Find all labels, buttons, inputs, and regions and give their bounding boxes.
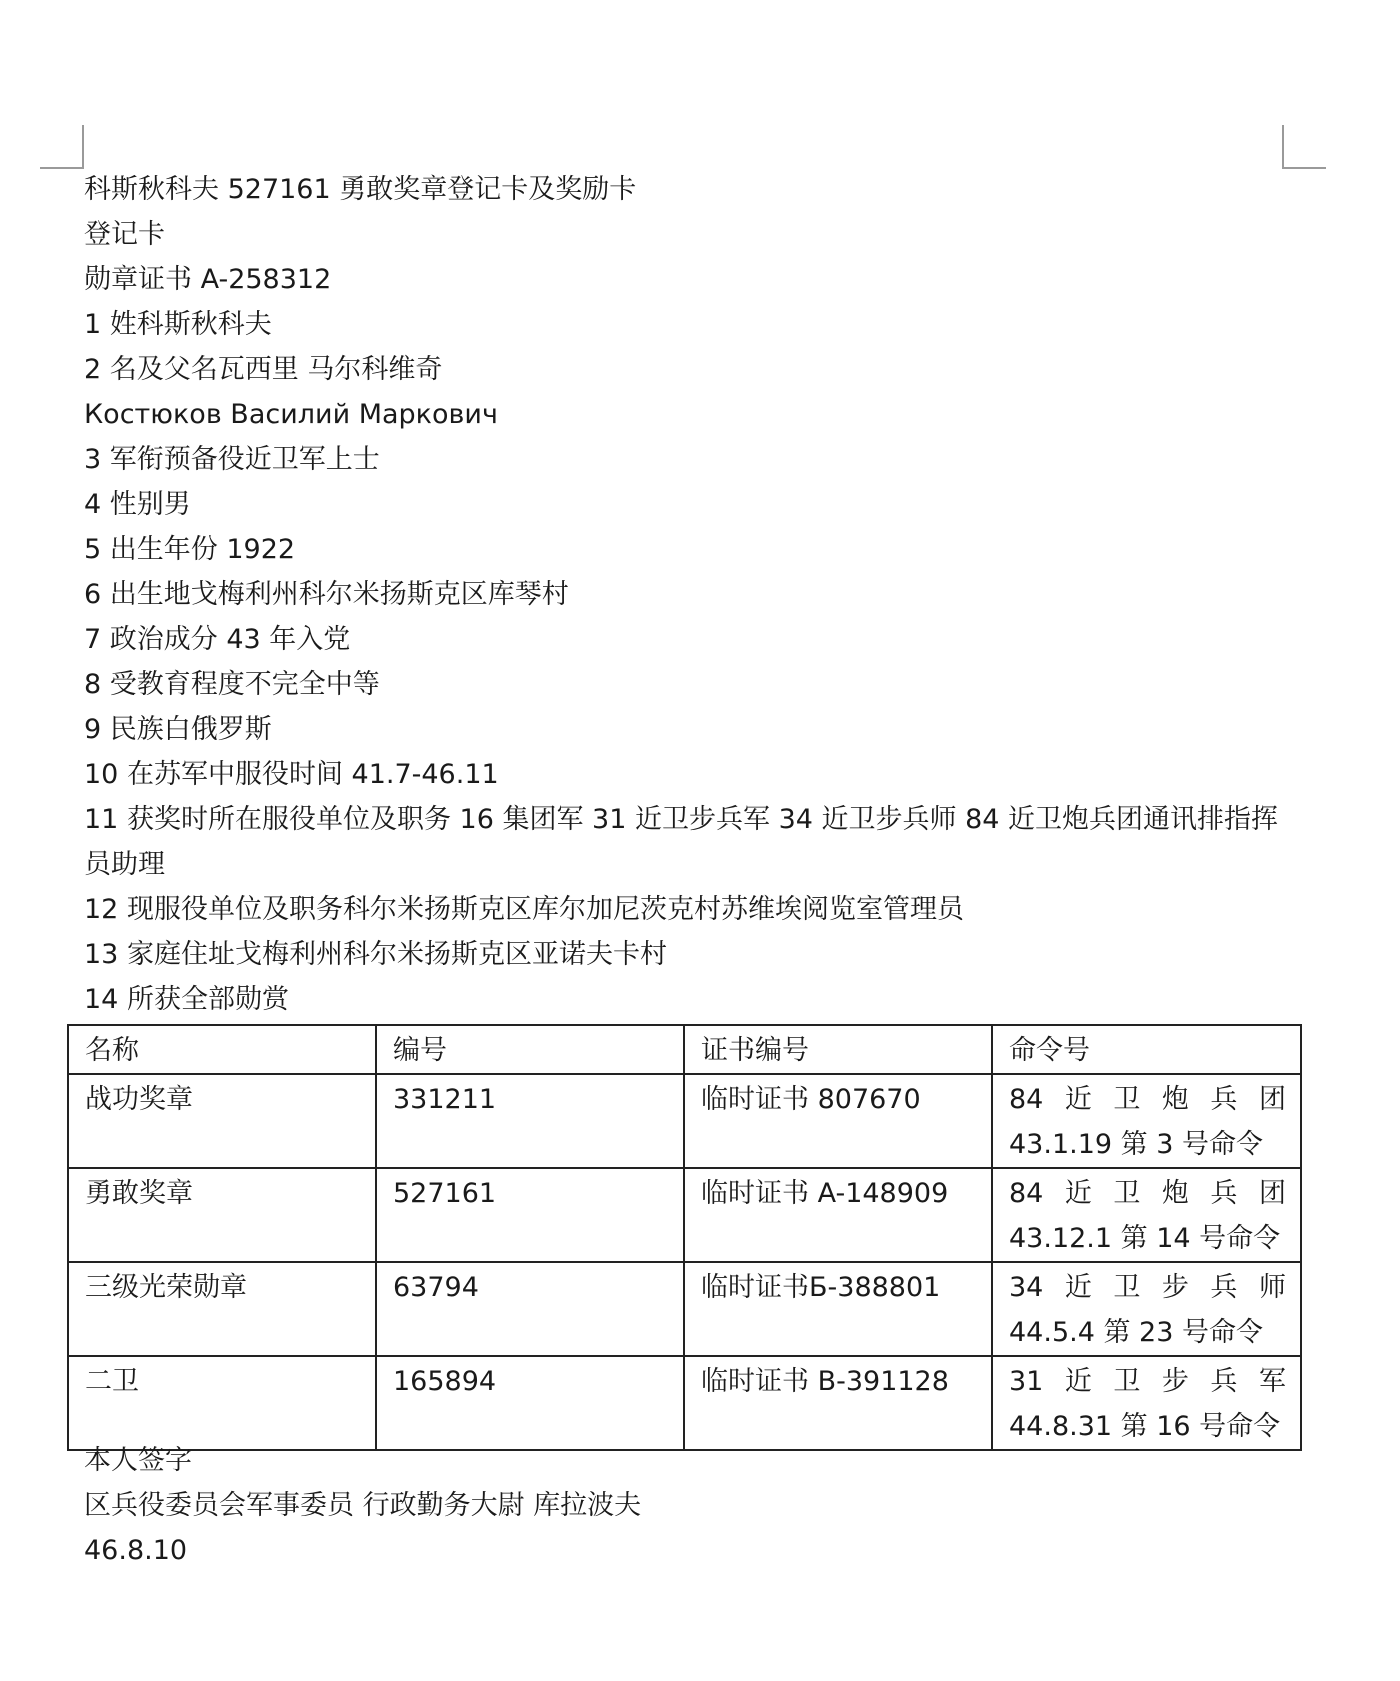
award-name: 二卫 bbox=[68, 1356, 376, 1450]
field-nationality: 9 民族白俄罗斯 bbox=[84, 714, 272, 745]
order-unit-part: 卫 bbox=[1113, 1084, 1141, 1115]
field-unit-at-award: 11 获奖时所在服役单位及职务 16 集团军 31 近卫步兵军 34 近卫步兵师 84 近卫炮兵团通讯排指挥员助理 bbox=[84, 804, 1279, 880]
order-unit-part: 团 bbox=[1258, 1084, 1286, 1115]
order-unit-part: 团 bbox=[1258, 1178, 1286, 1209]
award-order bbox=[992, 1356, 1301, 1450]
column-header-number: 编号 bbox=[376, 1025, 684, 1074]
table-header-row bbox=[68, 1025, 1301, 1074]
award-number: 331211 bbox=[376, 1074, 684, 1168]
certificate-number: 勋章证书 A-258312 bbox=[84, 264, 332, 295]
field-education: 8 受教育程度不完全中等 bbox=[84, 669, 380, 700]
award-certificate: 临时证书 807670 bbox=[684, 1074, 992, 1168]
order-unit-part: 步 bbox=[1161, 1272, 1189, 1303]
award-name: 三级光荣勋章 bbox=[68, 1262, 376, 1356]
award-certificate: 临时证书 B-391128 bbox=[684, 1356, 992, 1450]
order-unit-part: 炮 bbox=[1161, 1084, 1189, 1115]
order-unit-part: 近 bbox=[1064, 1366, 1092, 1397]
order-unit-part: 卫 bbox=[1113, 1272, 1141, 1303]
order-unit-part: 近 bbox=[1064, 1178, 1092, 1209]
column-header-certificate: 证书编号 bbox=[684, 1025, 992, 1074]
order-unit-part: 炮 bbox=[1161, 1178, 1189, 1209]
award-name: 战功奖章 bbox=[68, 1074, 376, 1168]
order-unit-part: 84 bbox=[1009, 1178, 1044, 1209]
table-row bbox=[68, 1074, 1301, 1168]
column-header-order: 命令号 bbox=[992, 1025, 1301, 1074]
order-unit-part: 师 bbox=[1258, 1272, 1286, 1303]
order-unit bbox=[1009, 1077, 1286, 1122]
award-name: 勇敢奖章 bbox=[68, 1168, 376, 1262]
field-birthplace: 6 出生地戈梅利州科尔米扬斯克区库琴村 bbox=[84, 579, 569, 610]
award-order bbox=[992, 1074, 1301, 1168]
order-unit-part: 兵 bbox=[1210, 1272, 1238, 1303]
document-date: 46.8.10 bbox=[84, 1535, 188, 1566]
order-unit-part: 兵 bbox=[1210, 1084, 1238, 1115]
order-text: 44.8.31 第 16 号命令 bbox=[1009, 1411, 1281, 1442]
order-unit-part: 31 bbox=[1009, 1366, 1044, 1397]
order-unit-part: 近 bbox=[1064, 1272, 1092, 1303]
order-unit-part: 兵 bbox=[1210, 1178, 1238, 1209]
field-birth-year: 5 出生年份 1922 bbox=[84, 534, 296, 565]
order-unit bbox=[1009, 1359, 1286, 1404]
document-body bbox=[84, 167, 1324, 1022]
field-rank: 3 军衔预备役近卫军上士 bbox=[84, 444, 380, 475]
award-certificate: 临时证书 A-148909 bbox=[684, 1168, 992, 1262]
document-title: 科斯秋科夫 527161 勇敢奖章登记卡及奖励卡 bbox=[84, 174, 637, 205]
awards-table bbox=[67, 1024, 1302, 1451]
order-unit-part: 军 bbox=[1258, 1366, 1286, 1397]
order-text: 44.5.4 第 23 号命令 bbox=[1009, 1317, 1263, 1348]
field-gender: 4 性别男 bbox=[84, 489, 191, 520]
field-service-period: 10 在苏军中服役时间 41.7-46.11 bbox=[84, 759, 499, 790]
order-text: 43.1.19 第 3 号命令 bbox=[1009, 1129, 1263, 1160]
order-unit-part: 近 bbox=[1064, 1084, 1092, 1115]
field-name-russian: Костюков Василий Маркович bbox=[84, 399, 498, 430]
order-unit-part: 卫 bbox=[1113, 1178, 1141, 1209]
award-order bbox=[992, 1168, 1301, 1262]
field-surname: 1 姓科斯秋科夫 bbox=[84, 309, 272, 340]
field-party: 7 政治成分 43 年入党 bbox=[84, 624, 351, 655]
card-type: 登记卡 bbox=[84, 219, 165, 250]
field-all-awards-label: 14 所获全部勋赏 bbox=[84, 984, 289, 1015]
field-home-address: 13 家庭住址戈梅利州科尔米扬斯克区亚诺夫卡村 bbox=[84, 939, 667, 970]
award-number: 165894 bbox=[376, 1356, 684, 1450]
order-unit-part: 34 bbox=[1009, 1272, 1044, 1303]
table-row bbox=[68, 1168, 1301, 1262]
order-unit bbox=[1009, 1171, 1286, 1216]
award-certificate: 临时证书Б-388801 bbox=[684, 1262, 992, 1356]
page-corner-mark-top-left bbox=[40, 125, 84, 169]
order-unit bbox=[1009, 1265, 1286, 1310]
signature-label: 本人签字 bbox=[84, 1445, 192, 1476]
award-number: 63794 bbox=[376, 1262, 684, 1356]
field-name-patronymic: 2 名及父名瓦西里 马尔科维奇 bbox=[84, 354, 443, 385]
table-row bbox=[68, 1356, 1301, 1450]
page-corner-mark-top-right bbox=[1282, 125, 1326, 169]
table-row bbox=[68, 1262, 1301, 1356]
field-current-unit: 12 现服役单位及职务科尔米扬斯克区库尔加尼茨克村苏维埃阅览室管理员 bbox=[84, 894, 964, 925]
commissar-line: 区兵役委员会军事委员 行政勤务大尉 库拉波夫 bbox=[84, 1490, 642, 1521]
document-footer bbox=[84, 1438, 1324, 1573]
order-unit-part: 84 bbox=[1009, 1084, 1044, 1115]
column-header-name: 名称 bbox=[68, 1025, 376, 1074]
order-text: 43.12.1 第 14 号命令 bbox=[1009, 1223, 1281, 1254]
order-unit-part: 步 bbox=[1161, 1366, 1189, 1397]
order-unit-part: 卫 bbox=[1113, 1366, 1141, 1397]
award-number: 527161 bbox=[376, 1168, 684, 1262]
award-order bbox=[992, 1262, 1301, 1356]
order-unit-part: 兵 bbox=[1210, 1366, 1238, 1397]
